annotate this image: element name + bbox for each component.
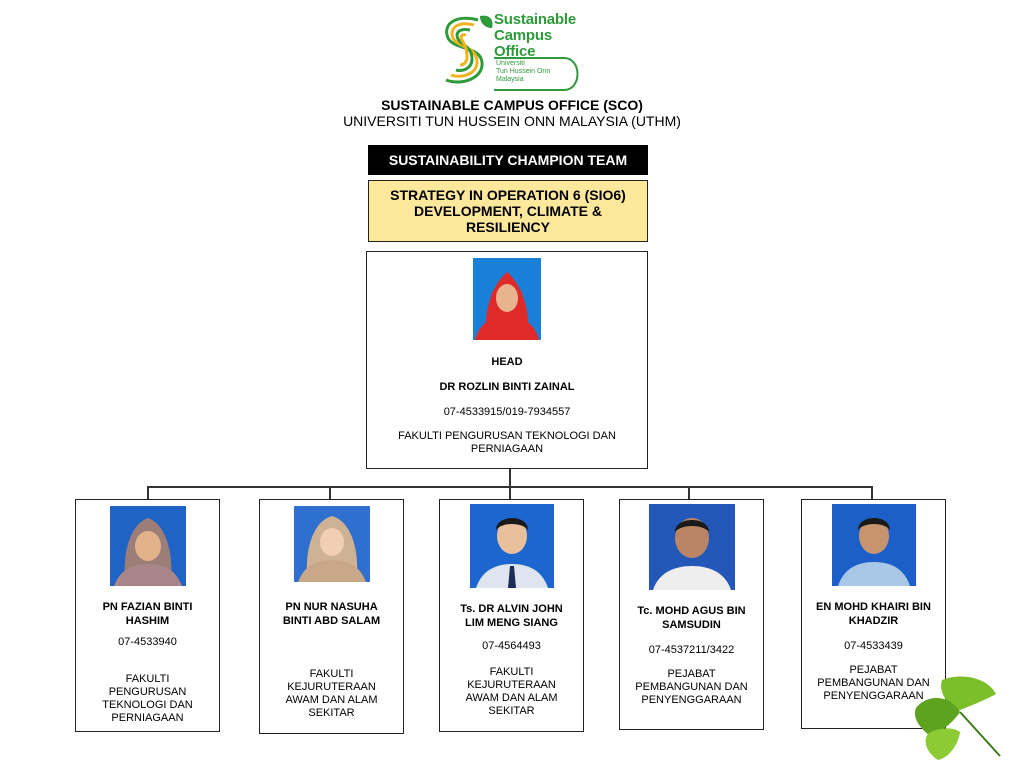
- member-dept-5-line-3: PENYENGGARAAN: [823, 690, 924, 702]
- logo-sub-1: Universiti: [496, 60, 525, 67]
- member-name-1-line-1: PN FAZIAN BINTI: [102, 601, 193, 613]
- head-photo: [473, 258, 541, 340]
- member-dept-3-line-4: SEKITAR: [488, 705, 535, 717]
- member-dept-3-line-1: FAKULTI: [489, 666, 534, 678]
- member-dept-4-line-2: PEMBANGUNAN DAN: [635, 681, 748, 693]
- strategy-line-1: STRATEGY IN OPERATION 6 (SIO6): [390, 187, 626, 203]
- member-name-5-line-2: KHADZIR: [848, 615, 899, 627]
- member-name-5-line-1: EN MOHD KHAIRI BIN: [816, 601, 931, 613]
- member-dept-2-line-1: FAKULTI: [309, 668, 354, 680]
- connector-member-4: [688, 486, 690, 500]
- member-name-3: [440, 602, 583, 630]
- logo-line-2: Campus: [494, 27, 552, 44]
- member-photo-4: [649, 504, 735, 590]
- member-name-3-line-2: LIM MENG SIANG: [465, 617, 558, 629]
- member-dept-1-line-4: PERNIAGAAN: [111, 712, 184, 724]
- member-name-5: [802, 600, 945, 628]
- member-dept-1-line-3: TEKNOLOGI DAN: [102, 699, 193, 711]
- member-dept-4: [620, 668, 763, 707]
- strategy-box: [368, 180, 648, 242]
- ginkgo-leaves-icon: [912, 672, 1008, 764]
- head-phone: 07-4533915/019-7934557: [443, 406, 571, 418]
- member-dept-2: [260, 668, 403, 720]
- member-card-4: [619, 499, 764, 730]
- strategy-line-3: RESILIENCY: [465, 219, 550, 235]
- logo-sub-3: Malaysia: [496, 76, 524, 83]
- member-name-2-line-2: BINTI ABD SALAM: [282, 615, 381, 627]
- head-dept-line-2: PERNIAGAAN: [470, 443, 544, 455]
- member-phone-3: 07-4564493: [482, 640, 541, 652]
- team-banner: SUSTAINABILITY CHAMPION TEAM: [368, 145, 648, 175]
- member-name-2: [260, 600, 403, 628]
- head-department: [367, 430, 647, 456]
- member-phone-4: 07-4537211/3422: [648, 644, 735, 656]
- sco-logo: [436, 10, 586, 94]
- head-role: HEAD: [491, 356, 523, 368]
- member-dept-2-line-3: AWAM DAN ALAM: [285, 694, 378, 706]
- connector-head-down: [509, 469, 511, 486]
- member-dept-1: [76, 673, 219, 725]
- logo-swoosh-icon: [492, 56, 584, 92]
- member-name-2-line-1: PN NUR NASUHA: [285, 601, 378, 613]
- member-dept-3-line-2: KEJURUTERAAN: [467, 679, 556, 691]
- member-dept-1-line-1: FAKULTI: [125, 673, 170, 685]
- connector-member-3: [509, 486, 511, 500]
- member-photo-5: [832, 504, 916, 586]
- connector-member-2: [329, 486, 331, 500]
- member-photo-3: [470, 504, 554, 588]
- logo-line-1: Sustainable: [494, 11, 576, 28]
- member-card-3: [439, 499, 584, 732]
- head-name: DR ROZLIN BINTI ZAINAL: [439, 381, 575, 393]
- member-dept-4-line-3: PENYENGGARAAN: [641, 694, 742, 706]
- member-dept-5-line-2: PEMBANGUNAN DAN: [817, 677, 930, 689]
- strategy-line-2: DEVELOPMENT, CLIMATE &: [414, 203, 602, 219]
- member-name-1: [76, 600, 219, 628]
- member-dept-4-line-1: PEJABAT: [667, 668, 716, 680]
- member-phone-5: 07-4533439: [844, 640, 903, 652]
- member-name-1-line-2: HASHIM: [125, 615, 170, 627]
- member-phone-1: 07-4533940: [118, 636, 177, 648]
- member-dept-3: [440, 666, 583, 718]
- member-photo-2: [294, 506, 370, 582]
- org-subtitle: UNIVERSITI TUN HUSSEIN ONN MALAYSIA (UTHM): [343, 113, 681, 129]
- org-title: SUSTAINABLE CAMPUS OFFICE (SCO): [381, 97, 643, 113]
- member-name-4-line-1: Tc. MOHD AGUS BIN: [637, 605, 746, 617]
- member-name-3-line-1: Ts. DR ALVIN JOHN: [460, 603, 563, 615]
- member-name-4: [620, 604, 763, 632]
- member-name-4-line-2: SAMSUDIN: [662, 619, 721, 631]
- head-card: [366, 251, 648, 469]
- logo-line-3: Office: [494, 43, 536, 60]
- member-dept-3-line-3: AWAM DAN ALAM: [465, 692, 558, 704]
- connector-member-1: [147, 486, 149, 500]
- head-dept-line-1: FAKULTI PENGURUSAN TEKNOLOGI DAN: [398, 430, 616, 442]
- member-dept-5-line-1: PEJABAT: [849, 664, 898, 676]
- member-card-1: [75, 499, 220, 732]
- connector-member-5: [871, 486, 873, 500]
- member-dept-2-line-2: KEJURUTERAAN: [287, 681, 376, 693]
- sco-logo-icon: [436, 10, 496, 94]
- member-dept-2-line-4: SEKITAR: [308, 707, 355, 719]
- member-dept-1-line-2: PENGURUSAN: [108, 686, 187, 698]
- member-card-2: [259, 499, 404, 734]
- logo-sub-2: Tun Hussein Onn: [496, 68, 551, 75]
- member-photo-1: [110, 506, 186, 586]
